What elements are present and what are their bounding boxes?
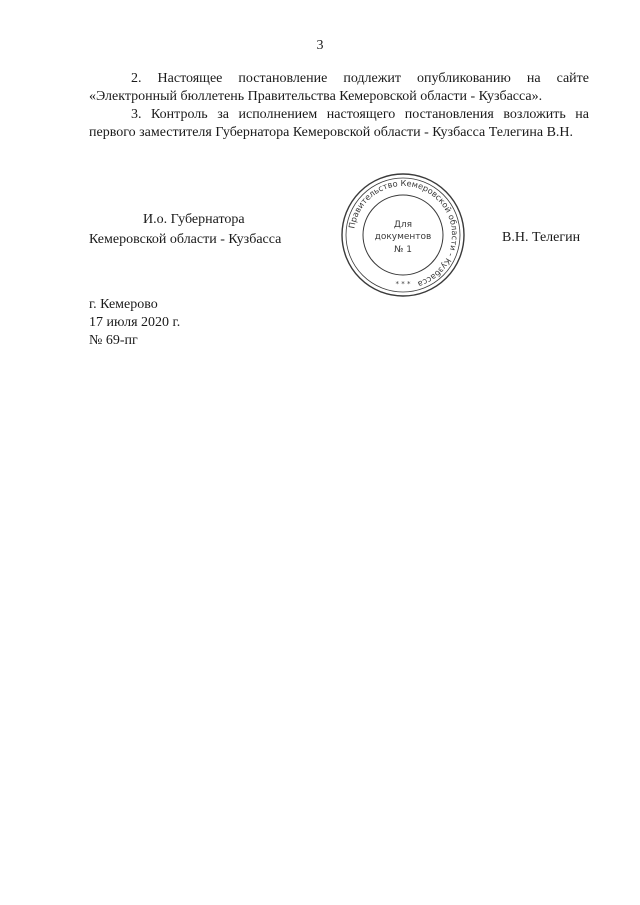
seal-center-line1: Для bbox=[393, 220, 413, 230]
footer-number: № 69-пг bbox=[89, 333, 138, 348]
signatory-name: В.Н. Телегин bbox=[502, 230, 581, 245]
paragraph-3: 3. Контроль за исполнением настоящего постановления возложить на первого заместителя Губернатора Кемеровской области - Кузбасса Телегина В.Н. bbox=[89, 107, 589, 140]
seal-center-line3: № 1 bbox=[394, 245, 412, 255]
seal-ring-text: Правительство Кемеровской области - Кузбасса bbox=[346, 177, 461, 290]
signature-title-line1: И.о. Губернатора bbox=[143, 212, 245, 227]
page-number: 3 bbox=[316, 38, 324, 53]
document-footer bbox=[89, 296, 180, 350]
signature-title bbox=[89, 210, 281, 250]
seal-center-line2: документов bbox=[374, 232, 432, 242]
footer-date: 17 июля 2020 г. bbox=[89, 315, 181, 330]
paragraph-2: 2. Настоящее постановление подлежит опубликованию на сайте «Электронный бюллетень Правительства Кемеровской области - Кузбасса». bbox=[89, 71, 589, 104]
official-seal bbox=[340, 172, 466, 298]
footer-city: г. Кемерово bbox=[89, 297, 158, 312]
seal-bottom-marks: * * * bbox=[395, 280, 411, 288]
signature-title-line2: Кемеровской области - Кузбасса bbox=[89, 232, 282, 247]
document-body bbox=[89, 70, 589, 142]
